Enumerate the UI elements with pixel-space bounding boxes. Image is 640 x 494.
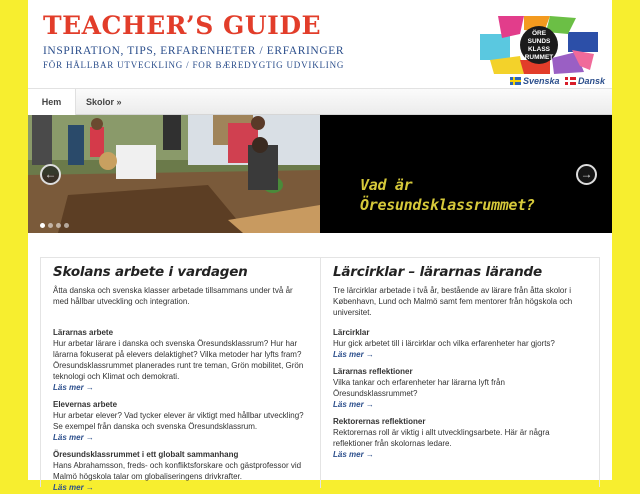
slider-dot[interactable] xyxy=(64,223,69,228)
read-more-link[interactable]: Läs mer → xyxy=(333,400,374,409)
section-intro: Tre lärcirklar arbetade i två år, bestående av lärare från åtta skolor i København, Lund och Malmö samt fem mentorer från högskola och universitet. xyxy=(333,286,573,317)
article-item xyxy=(333,366,591,411)
article-text: Hans Abrahamsson, freds- och konfliktsforskare och gästprofessor vid Malmö högskola talar om globaliseringens drivkrafter. xyxy=(53,461,302,481)
section-skolans-arbete xyxy=(41,258,321,492)
article-item xyxy=(53,449,310,494)
article-text: Vilka tankar och erfarenheter har lärarna lyft från Öresundsklassrummet? xyxy=(333,378,505,398)
logo-text-4: RUMMET xyxy=(524,54,554,61)
article-title[interactable]: Öresundsklassrummet i ett globalt sammanhang xyxy=(53,450,239,459)
article-title[interactable]: Lärcirklar xyxy=(333,328,370,337)
slide-caption-line2: Öresundsklassrummet? xyxy=(360,196,535,214)
article-text: Hur gick arbetet till i lärcirklar och vilka erfarenheter har gjorts? xyxy=(333,339,555,348)
read-more-link[interactable]: Läs mer → xyxy=(333,450,374,459)
slider-dot[interactable] xyxy=(56,223,61,228)
site-title[interactable]: TEACHER’S GUIDE xyxy=(43,11,322,40)
article-title[interactable]: Lärarnas reflektioner xyxy=(333,367,413,376)
article-text: Hur arbetar elever? Vad tycker elever är viktigt med hållbar utveckling? Se exempel från danska och svenska Öresundsklassrum. xyxy=(53,411,304,431)
read-more-link[interactable]: Läs mer → xyxy=(53,383,94,392)
site-brand[interactable] xyxy=(43,12,344,71)
slider-dot[interactable] xyxy=(40,223,45,228)
slide-caption[interactable] xyxy=(360,175,535,215)
slider-prev-button[interactable] xyxy=(40,164,61,185)
image-slider[interactable] xyxy=(28,115,612,233)
article-title[interactable]: Rektorernas reflektioner xyxy=(333,417,426,426)
page xyxy=(28,0,612,492)
danish-flag-icon xyxy=(565,77,576,85)
article-item xyxy=(53,399,310,444)
arrow-right-icon: → xyxy=(580,167,593,181)
content-area xyxy=(40,257,600,492)
logo-text-2: SUNDS xyxy=(527,38,551,45)
arrow-left-icon: ← xyxy=(44,167,57,181)
site-header xyxy=(28,0,612,88)
article-text: Hur arbetar lärare i danska och svenska Öresundsklassrum? Hur har lärarna fokuserat på elevers delaktighet? Vilka metoder har lyfts fram? Öresundsklassrummet planerades runt tre teman, Grön mobilitet, Grön teknologi och Klimat och demokrati. xyxy=(53,339,304,381)
section-intro: Åtta danska och svenska klasser arbetade tillsammans under två år med hållbar utveckling och integration. xyxy=(53,286,293,306)
logo-text-1: ÖRE xyxy=(531,30,547,37)
site-tagline: FÖR HÅLLBAR UTVECKLING / FOR BÆREDYGTIG UDVIKLING xyxy=(43,60,345,70)
site-subtitle: INSPIRATION, TIPS, ERFARENHETER / ERFARINGER xyxy=(43,45,345,57)
article-item xyxy=(53,327,310,394)
main-nav xyxy=(28,88,612,115)
slider-pagination xyxy=(40,215,72,233)
language-dansk[interactable]: Dansk xyxy=(565,76,605,86)
article-title[interactable]: Lärarnas arbete xyxy=(53,328,114,337)
slide-caption-line1: Vad är xyxy=(360,176,413,194)
article-item xyxy=(333,416,591,461)
read-more-link[interactable]: Läs mer → xyxy=(333,350,374,359)
section-larcirklar xyxy=(321,258,601,461)
article-text: Rektorernas roll är viktig i allt utvecklingsarbete. Här är några reflektioner från skolornas ledare. xyxy=(333,428,550,448)
nav-item-hem[interactable]: Hem xyxy=(28,89,76,115)
read-more-link[interactable]: Läs mer → xyxy=(53,433,94,442)
logo-text-3: KLASS xyxy=(527,46,551,53)
slider-dot[interactable] xyxy=(48,223,53,228)
article-item xyxy=(333,327,591,361)
language-switcher xyxy=(510,76,608,86)
section-title[interactable]: Skolans arbete i vardagen xyxy=(53,264,248,280)
language-svenska[interactable]: Svenska xyxy=(510,76,560,86)
slider-next-button[interactable] xyxy=(576,164,597,185)
section-title[interactable]: Lärcirklar – lärarnas lärande xyxy=(333,264,542,280)
read-more-link[interactable]: Läs mer → xyxy=(53,483,94,492)
swedish-flag-icon xyxy=(510,77,521,85)
oresundsklassrummet-logo[interactable] xyxy=(480,16,598,74)
article-title[interactable]: Elevernas arbete xyxy=(53,400,118,409)
nav-item-skolor[interactable]: Skolor » xyxy=(86,97,122,107)
